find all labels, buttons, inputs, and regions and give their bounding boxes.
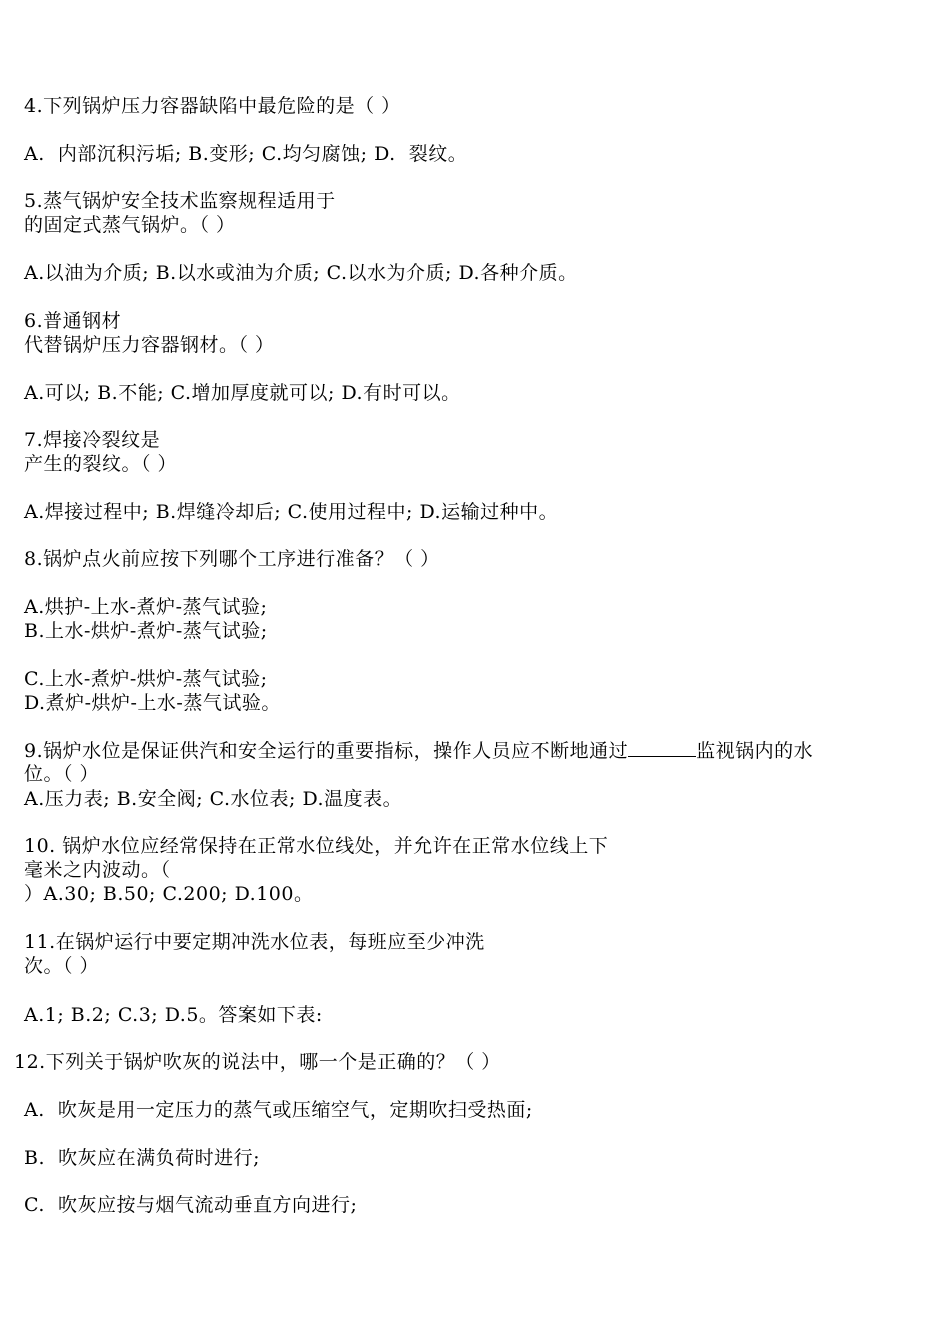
- question-8-option-a: A.烘护-上水-煮炉-蒸气试验;: [24, 596, 268, 618]
- question-8-option-c: C.上水-煮炉-烘炉-蒸气试验;: [24, 668, 268, 690]
- question-9-text: [24, 738, 813, 763]
- question-10-text-cont: 毫米之内波动。（: [24, 859, 171, 881]
- question-8-option-d: D.煮炉-烘炉-上水-蒸气试验。: [24, 692, 281, 714]
- question-7-text: 7.焊接冷裂纹是: [24, 429, 161, 451]
- question-12-text: 12.下列关于锅炉吹灰的说法中，哪一个是正确的？（ ）: [14, 1051, 501, 1073]
- question-11-options: A.1; B.2; C.3; D.5。答案如下表:: [24, 1004, 323, 1026]
- question-12-option-c: C. 吹灰应按与烟气流动垂直方向进行;: [24, 1194, 358, 1216]
- answer-blank: [628, 738, 696, 757]
- question-6-text: 6.普通钢材: [24, 310, 122, 332]
- question-5-text: 5.蒸气锅炉安全技术监察规程适用于: [24, 190, 336, 212]
- question-5-text-cont: 的固定式蒸气锅炉。（ ）: [24, 214, 236, 236]
- question-4-options: A. 内部沉积污垢; B.变形; C.均匀腐蚀; D. 裂纹。: [24, 143, 468, 165]
- question-9-text-cont: 位。（ ）: [24, 763, 100, 785]
- question-4-text: 4.下列锅炉压力容器缺陷中最危险的是（ ）: [24, 95, 401, 117]
- question-12-option-a: A. 吹灰是用一定压力的蒸气或压缩空气，定期吹扫受热面;: [24, 1099, 533, 1121]
- question-11-text: 11.在锅炉运行中要定期冲洗水位表，每班应至少冲洗: [24, 931, 485, 953]
- question-9-options: A.压力表; B.安全阀; C.水位表; D.温度表。: [24, 788, 403, 810]
- question-8-option-b: B.上水-烘炉-煮炉-蒸气试验;: [24, 620, 268, 642]
- question-9-text-start: 9.锅炉水位是保证供汽和安全运行的重要指标，操作人员应不断地通过: [24, 740, 629, 762]
- question-7-options: A.焊接过程中; B.焊缝冷却后; C.使用过程中; D.运输过种中。: [24, 501, 559, 523]
- question-10-options: ）A.30; B.50; C.200; D.100。: [24, 883, 314, 905]
- question-12-option-b: B. 吹灰应在满负荷时进行;: [24, 1147, 260, 1169]
- question-6-options: A.可以; B.不能; C.增加厚度就可以; D.有时可以。: [24, 382, 461, 404]
- question-10-text: 10. 锅炉水位应经常保持在正常水位线处，并允许在正常水位线上下: [24, 835, 609, 857]
- question-8-text: 8.锅炉点火前应按下列哪个工序进行准备？（ ）: [24, 548, 440, 570]
- question-6-text-cont: 代替锅炉压力容器钢材。（ ）: [24, 334, 275, 356]
- question-9-text-end: 监视锅内的水: [696, 740, 814, 762]
- question-5-options: A.以油为介质; B.以水或油为介质; C.以水为介质; D.各种介质。: [24, 262, 578, 284]
- question-11-text-cont: 次。（ ）: [24, 955, 100, 977]
- question-7-text-cont: 产生的裂纹。（ ）: [24, 453, 178, 475]
